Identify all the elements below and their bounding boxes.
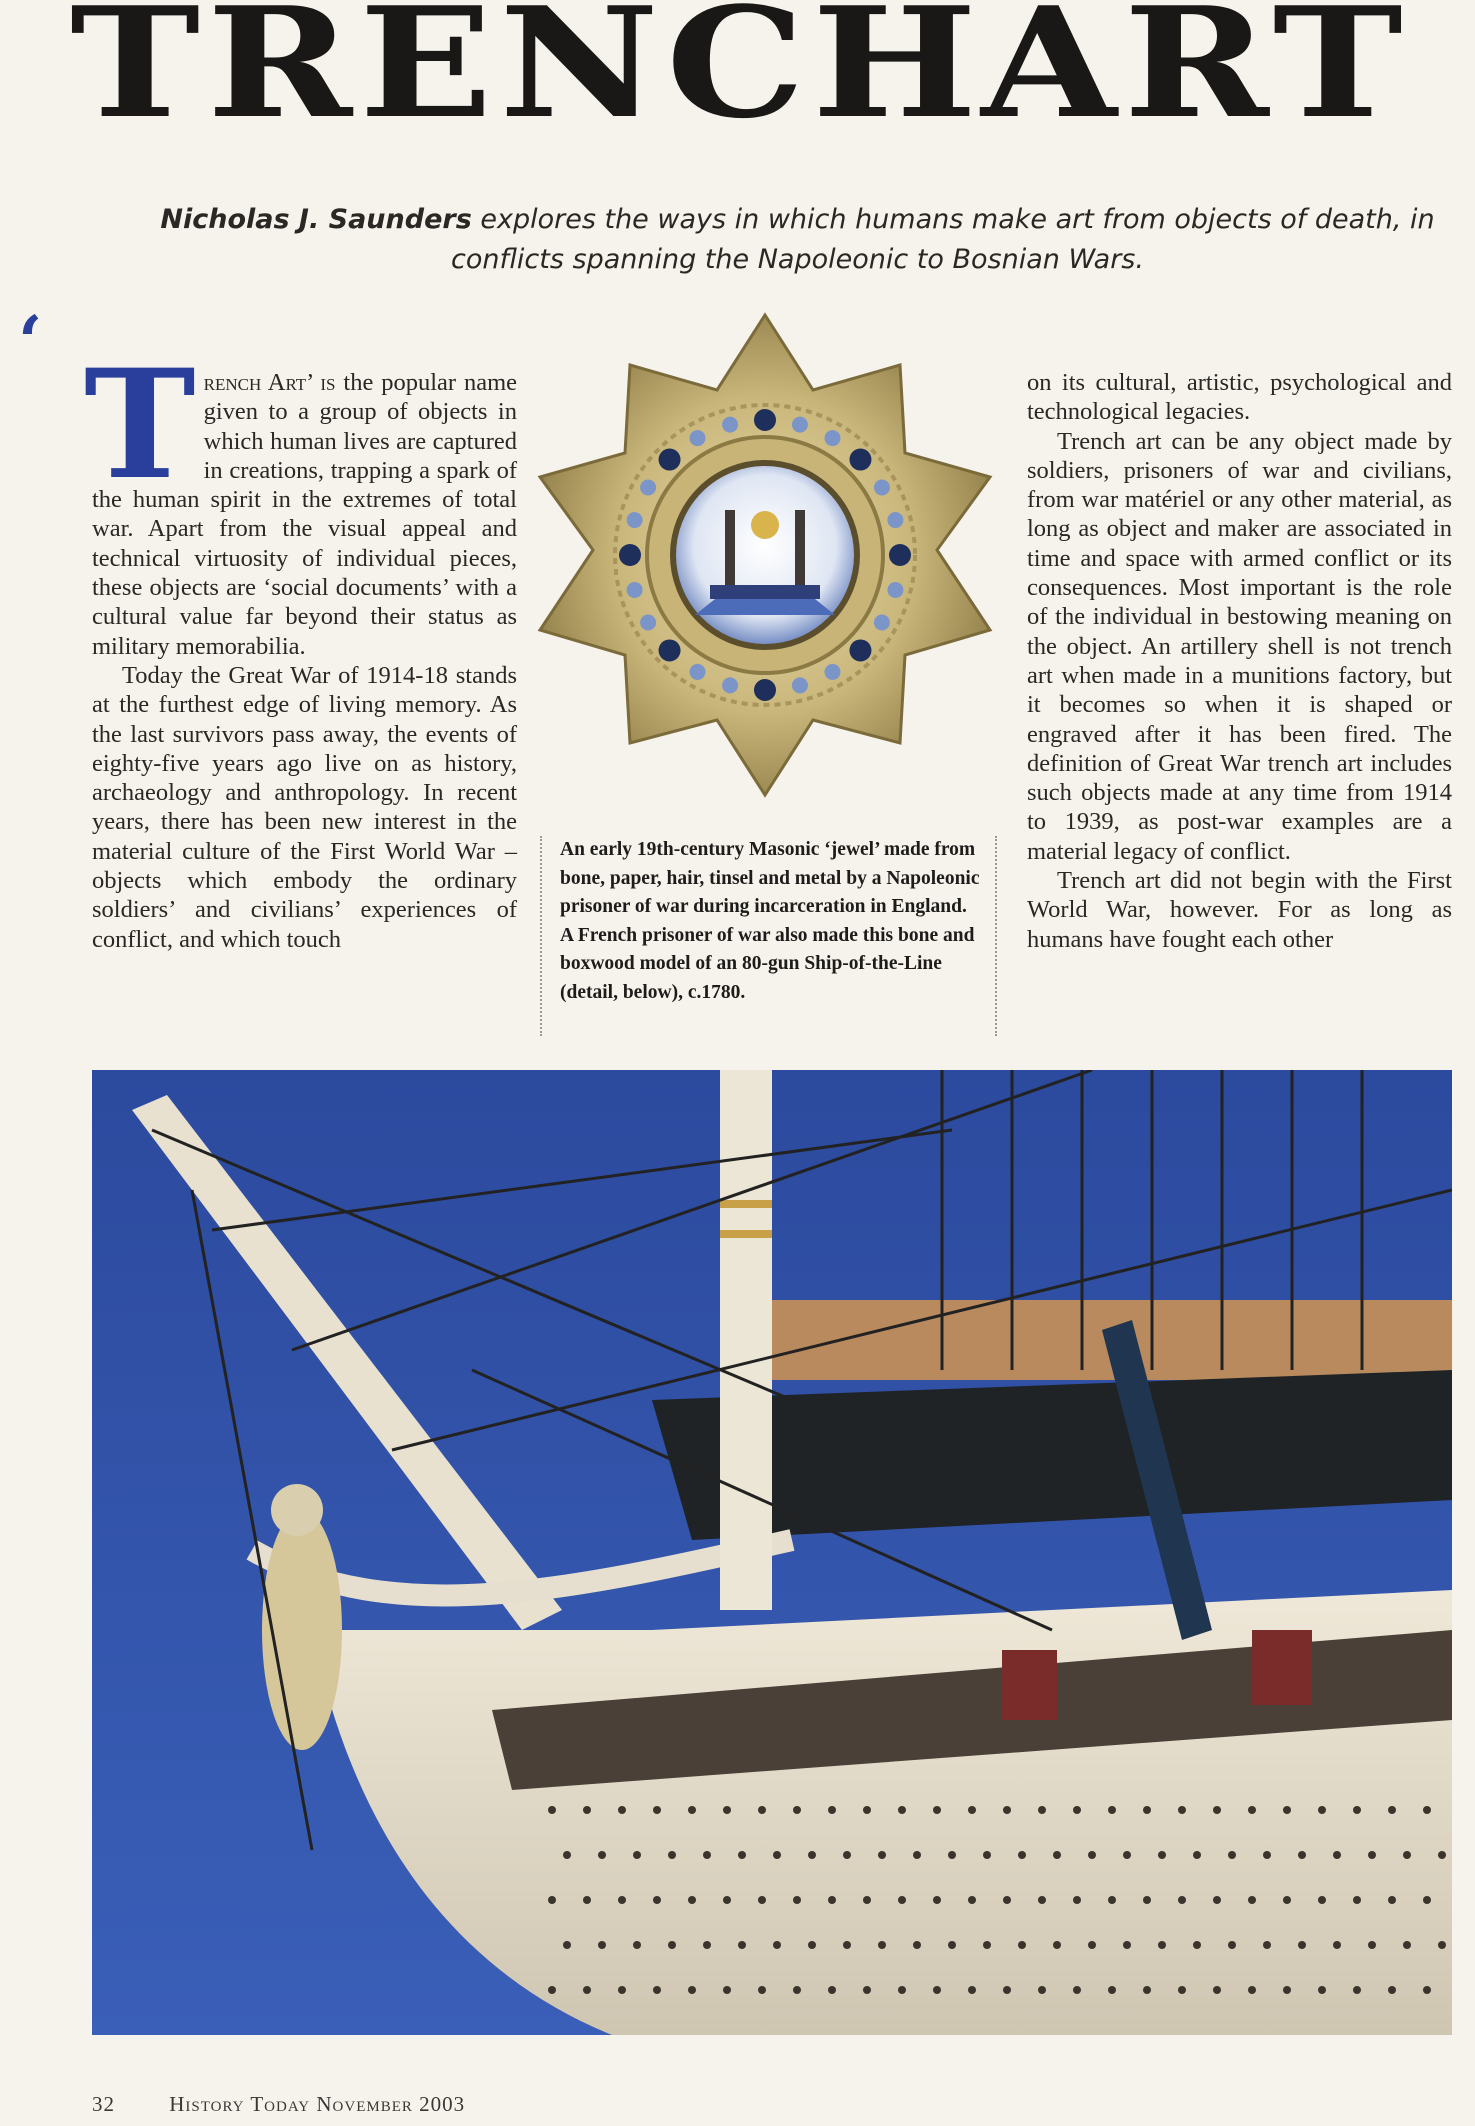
- paragraph: Today the Great War of 1914-18 stands at the furthest edge of living memory. As the last survivors pass away, the events of eighty-five years ago live on as history, archaeology and anthropology. In recent years, there has been new interest in the material culture of the First World War – objects which embody the ordinary soldiers’ and civilians’ experiences of conflict, and which touch: [92, 661, 517, 953]
- hull-rivet: [1003, 1806, 1011, 1814]
- hull-rivet: [1438, 1941, 1446, 1949]
- hull-rivet: [1178, 1806, 1186, 1814]
- standfirst-text: explores the ways in which humans make art from objects of death, in conflicts spanning the Napoleonic to Bosnian Wars.: [451, 204, 1435, 275]
- hull-rivet: [968, 1806, 976, 1814]
- hull-rivet: [863, 1986, 871, 1994]
- hull-rivet: [633, 1851, 641, 1859]
- gem: [640, 480, 656, 496]
- hull-rivet: [563, 1941, 571, 1949]
- hull-rivet: [1088, 1851, 1096, 1859]
- hull-rivet: [1228, 1851, 1236, 1859]
- hull-rivet: [1388, 1806, 1396, 1814]
- gem: [754, 409, 776, 431]
- hull-rivet: [723, 1806, 731, 1814]
- hull-rivet: [688, 1986, 696, 1994]
- hull-rivet: [583, 1806, 591, 1814]
- hull-rivet: [668, 1941, 676, 1949]
- hull-rivet: [1073, 1986, 1081, 1994]
- hull-rivet: [1283, 1896, 1291, 1904]
- hull-rivet: [1368, 1941, 1376, 1949]
- hull-rivet: [618, 1986, 626, 1994]
- hull-rivet: [863, 1896, 871, 1904]
- hull-rivet: [933, 1806, 941, 1814]
- hull-rivet: [1213, 1806, 1221, 1814]
- gem: [690, 430, 706, 446]
- hull-rivet: [1353, 1806, 1361, 1814]
- caption-rule-left: [540, 836, 542, 1036]
- hull-rivet: [563, 1851, 571, 1859]
- hull-rivet: [1088, 1941, 1096, 1949]
- hull-rivet: [688, 1806, 696, 1814]
- image-caption: An early 19th-century Masonic ‘jewel’ made from bone, paper, hair, tinsel and metal by a Napoleonic prisoner of war during incarceration in England. A French prisoner of war also made this bone and boxwood model of an 80-gun Ship-of-the-Line (detail, below), c.1780.: [560, 839, 980, 1003]
- article-title: [70, 0, 1410, 125]
- ship-model-photo: [92, 1070, 1452, 2035]
- hull-rivet: [723, 1896, 731, 1904]
- hull-rivet: [913, 1851, 921, 1859]
- hull-rivet: [1193, 1851, 1201, 1859]
- open-quote: ‘: [18, 300, 43, 383]
- gem: [659, 449, 681, 471]
- hull-rivet: [1178, 1896, 1186, 1904]
- hull-rivet: [948, 1941, 956, 1949]
- hull-rivet: [1003, 1896, 1011, 1904]
- lead-smallcaps: rench Art’ is: [203, 369, 336, 396]
- hull-rivet: [548, 1896, 556, 1904]
- hull-rivet: [1318, 1806, 1326, 1814]
- author-name: Nicholas J. Saunders: [160, 204, 472, 235]
- hull-rivet: [933, 1896, 941, 1904]
- title-word-art: ART: [981, 0, 1410, 125]
- hull-rivet: [1108, 1986, 1116, 1994]
- issue-date: November 2003: [316, 2092, 466, 2116]
- gem: [619, 544, 641, 566]
- hull-rivet: [983, 1851, 991, 1859]
- hull-rivet: [793, 1806, 801, 1814]
- gem: [754, 679, 776, 701]
- hull-rivet: [1143, 1806, 1151, 1814]
- hull-rivet: [828, 1986, 836, 1994]
- gem: [887, 582, 903, 598]
- hull-rivet: [808, 1941, 816, 1949]
- hull-rivet: [898, 1896, 906, 1904]
- hull-rivet: [583, 1986, 591, 1994]
- hull-rivet: [723, 1986, 731, 1994]
- caption-rule-right: [995, 836, 997, 1036]
- hull-rivet: [668, 1851, 676, 1859]
- gem: [640, 615, 656, 631]
- gem: [825, 430, 841, 446]
- hull-rivet: [1263, 1941, 1271, 1949]
- gem: [690, 664, 706, 680]
- hull-rivet: [1388, 1986, 1396, 1994]
- hull-rivet: [948, 1851, 956, 1859]
- hull-rivet: [738, 1851, 746, 1859]
- hull-rivet: [1333, 1851, 1341, 1859]
- hull-rivet: [1388, 1896, 1396, 1904]
- hull-rivet: [1108, 1896, 1116, 1904]
- hull-rivet: [968, 1896, 976, 1904]
- gem: [887, 512, 903, 528]
- page-footer: [92, 2092, 465, 2117]
- hull-rivet: [1038, 1896, 1046, 1904]
- hull-rivet: [1053, 1851, 1061, 1859]
- hull-rivet: [1423, 1806, 1431, 1814]
- hull-rivet: [1423, 1896, 1431, 1904]
- hull-rivet: [1038, 1986, 1046, 1994]
- hull-rivet: [843, 1941, 851, 1949]
- gem: [722, 417, 738, 433]
- hull-rivet: [1368, 1851, 1376, 1859]
- hull-rivet: [1073, 1806, 1081, 1814]
- hull-rivet: [878, 1941, 886, 1949]
- hull-rivet: [1018, 1851, 1026, 1859]
- hull-rivet: [1073, 1896, 1081, 1904]
- article-column-1: [84, 337, 518, 954]
- hull-rivet: [1298, 1941, 1306, 1949]
- hull-rivet: [1108, 1806, 1116, 1814]
- article-column-3: [1027, 368, 1452, 954]
- hull-rivet: [1143, 1986, 1151, 1994]
- hull-rivet: [548, 1986, 556, 1994]
- hull-rivet: [688, 1896, 696, 1904]
- page-number: 32: [92, 2092, 115, 2116]
- paragraph-text: the popular name given to a group of objects in which human lives are captured in creations, trapping a spark of the human spirit in the extremes of total war. Apart from the visual appeal and technical virtuosity of individual pieces, these objects are ‘social documents’ with a cultural value far beyond their status as military memorabilia.: [92, 369, 518, 660]
- hull-rivet: [1283, 1806, 1291, 1814]
- hull-rivet: [793, 1896, 801, 1904]
- hull-rivet: [1333, 1941, 1341, 1949]
- hull-rivet: [1353, 1896, 1361, 1904]
- gem: [722, 677, 738, 693]
- hull-rivet: [793, 1986, 801, 1994]
- hull-rivet: [1228, 1941, 1236, 1949]
- hull-rivet: [828, 1896, 836, 1904]
- paragraph: Trench art did not begin with the First World War, however. For as long as humans have fought each other: [1027, 867, 1452, 953]
- hull-rivet: [1248, 1986, 1256, 1994]
- hull-rivet: [968, 1986, 976, 1994]
- gem: [627, 582, 643, 598]
- hull-rivet: [653, 1986, 661, 1994]
- hull-rivet: [773, 1941, 781, 1949]
- hull-rivet: [653, 1896, 661, 1904]
- title-word-trench: TRENCH: [70, 0, 985, 125]
- paragraph: [84, 337, 518, 661]
- hull-rivet: [1403, 1851, 1411, 1859]
- hull-rivet: [878, 1851, 886, 1859]
- hull-rivet: [843, 1851, 851, 1859]
- hull-rivet: [1053, 1941, 1061, 1949]
- hull-rivet: [808, 1851, 816, 1859]
- hull-rivet: [1213, 1896, 1221, 1904]
- hull-rivet: [703, 1941, 711, 1949]
- hull-rivet: [1423, 1986, 1431, 1994]
- hull-rivet: [618, 1896, 626, 1904]
- hull-rivet: [1318, 1896, 1326, 1904]
- hull-rivet: [1263, 1851, 1271, 1859]
- hull-rivet: [1123, 1851, 1131, 1859]
- hull-rivet: [933, 1986, 941, 1994]
- gem: [659, 639, 681, 661]
- hull-rivet: [1143, 1896, 1151, 1904]
- hull-rivet: [1318, 1986, 1326, 1994]
- gem: [849, 639, 871, 661]
- hull-rivet: [773, 1851, 781, 1859]
- hull-rivet: [1353, 1986, 1361, 1994]
- paragraph: on its cultural, artistic, psychological and technological legacies.: [1027, 369, 1452, 426]
- hull-rivet: [1283, 1986, 1291, 1994]
- standfirst: [140, 200, 1455, 280]
- hull-rivet: [1158, 1941, 1166, 1949]
- hull-rivet: [1193, 1941, 1201, 1949]
- hull-rivet: [1248, 1806, 1256, 1814]
- hull-rivet: [898, 1806, 906, 1814]
- magazine-name: History Today: [169, 2092, 311, 2116]
- hull-rivet: [758, 1806, 766, 1814]
- gem: [849, 449, 871, 471]
- hull-rivet: [618, 1806, 626, 1814]
- hull-rivet: [898, 1986, 906, 1994]
- hull-rivet: [1158, 1851, 1166, 1859]
- hull-rivet: [583, 1896, 591, 1904]
- hull-rivet: [913, 1941, 921, 1949]
- hull-rivet: [598, 1851, 606, 1859]
- hull-rivet: [598, 1941, 606, 1949]
- hull-rivet: [653, 1806, 661, 1814]
- hull-rivet: [828, 1806, 836, 1814]
- dropcap: T: [84, 337, 196, 513]
- gem: [792, 417, 808, 433]
- hull-rivet: [1298, 1851, 1306, 1859]
- hull-rivet: [548, 1806, 556, 1814]
- gem: [874, 615, 890, 631]
- gem: [825, 664, 841, 680]
- hull-rivet: [1018, 1941, 1026, 1949]
- hull-rivet: [633, 1941, 641, 1949]
- hull-rivet: [758, 1986, 766, 1994]
- hull-rivet: [738, 1941, 746, 1949]
- hull-rivet: [1038, 1806, 1046, 1814]
- hull-rivet: [1248, 1896, 1256, 1904]
- gem: [889, 544, 911, 566]
- hull-rivet: [703, 1851, 711, 1859]
- hull-rivet: [1403, 1941, 1411, 1949]
- gem: [627, 512, 643, 528]
- hull-rivet: [758, 1896, 766, 1904]
- hull-rivet: [1123, 1941, 1131, 1949]
- hull-rivet: [983, 1941, 991, 1949]
- gem: [792, 677, 808, 693]
- hull-rivet: [863, 1806, 871, 1814]
- hull-rivet: [1003, 1986, 1011, 1994]
- hull-rivet: [1178, 1986, 1186, 1994]
- masonic-jewel-image: [520, 300, 1010, 810]
- gem: [874, 480, 890, 496]
- paragraph: Trench art can be any object made by soldiers, prisoners of war and civilians, from war matériel or any other material, as long as object and maker are associated in time and space with armed conflict or its consequences. Most important is the role of the individual in bestowing meaning on the object. An artillery shell is not trench art when made in a munitions factory, but it becomes so when it is shaped or engraved after it has been fired. The definition of Great War trench art includes such objects made at any time from 1914 to 1939, as post-war examples are a material legacy of conflict.: [1027, 427, 1452, 865]
- hull-rivet: [1213, 1986, 1221, 1994]
- hull-rivet: [1438, 1851, 1446, 1859]
